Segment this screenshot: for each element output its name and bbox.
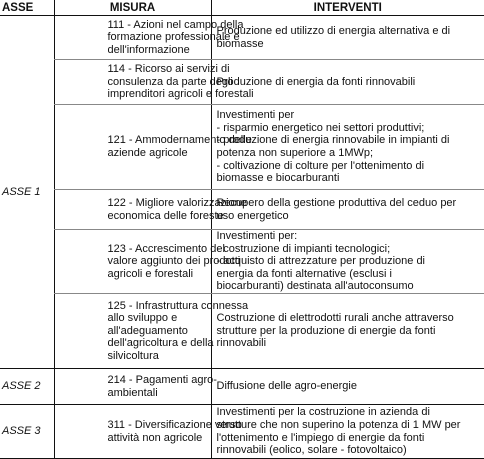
interventi-line: Diffusione delle agro-energie bbox=[216, 380, 357, 393]
misura-line: 121 - Ammodernamento delle bbox=[107, 134, 252, 147]
table-row bbox=[0, 190, 484, 230]
misura-cell bbox=[54, 190, 247, 230]
header-misura: MISURA bbox=[54, 0, 211, 16]
interventi-cell bbox=[211, 405, 484, 459]
table-row bbox=[0, 16, 484, 60]
interventi-line: Costruzione di elettrodotti rurali anche attraverso bbox=[216, 312, 454, 325]
interventi-line: Investimenti per bbox=[216, 109, 295, 122]
interventi-line: Investimenti per la costruzione in azienda di bbox=[216, 406, 430, 419]
misura-line: 123 - Accrescimento del bbox=[107, 242, 225, 255]
interventi-line: strutture per la produzione di energie da fonti bbox=[216, 324, 436, 337]
misura-line: 122 - Migliore valorizzazione bbox=[107, 196, 247, 209]
misura-cell bbox=[54, 405, 242, 459]
interventi-line: biomasse bbox=[216, 37, 264, 50]
interventi-line: Recupero della gestione produttiva del ceduo per bbox=[216, 196, 457, 209]
interventi-line: Produzione ed utilizzo di energia alternativa e di bbox=[216, 24, 451, 37]
misura-cell bbox=[54, 105, 252, 190]
misura-line: 114 - Ricorso ai servizi di bbox=[107, 63, 230, 76]
interventi-line: biomasse e biocarburanti bbox=[216, 172, 340, 185]
misura-cell bbox=[54, 369, 217, 405]
misura-cell bbox=[54, 230, 241, 294]
misura-line: dell'informazione bbox=[107, 43, 190, 56]
header-asse: ASSE bbox=[0, 0, 54, 16]
misura-line: 311 - Diversificazione verso bbox=[107, 418, 242, 431]
interventi-line: rinnovabili bbox=[216, 337, 267, 350]
misura-line: consulenza da parte degli bbox=[107, 75, 233, 88]
table-row bbox=[0, 60, 484, 105]
misura-line: dell'agricoltura e della bbox=[107, 337, 214, 350]
table-row bbox=[0, 369, 484, 405]
interventi-cell bbox=[211, 190, 484, 230]
interventi-line: - risparmio energetico nei settori produttivi; bbox=[216, 121, 425, 134]
interventi-cell bbox=[211, 230, 484, 294]
interventi-line: uso energetico bbox=[216, 209, 289, 222]
misura-line: formazione professionale e bbox=[107, 31, 240, 44]
misura-line: valore aggiunto dei prodotti bbox=[107, 255, 241, 268]
misura-line: 214 - Pagamenti agro- bbox=[107, 373, 217, 386]
misura-line: attività non agricole bbox=[107, 431, 203, 444]
header-row bbox=[0, 0, 484, 16]
misura-line: ambientali bbox=[107, 386, 158, 399]
interventi-line: - acquisto di attrezzature per produzione di bbox=[216, 255, 426, 268]
misura-line: 125 - Infrastruttura connessa bbox=[107, 299, 249, 312]
misura-line: aziende agricole bbox=[107, 147, 188, 159]
interventi-line: l'ottenimento e l'impiego di energie da fonti bbox=[216, 431, 425, 444]
header-interventi: INTERVENTI bbox=[211, 0, 484, 16]
interventi-line: - coltivazione di colture per l'ottenimento di bbox=[216, 159, 425, 172]
asse-cell: ASSE 3 bbox=[0, 405, 54, 459]
interventi-line: rinnovabili (eolico, solare - fotovoltaico) bbox=[216, 444, 407, 457]
interventi-line: energia da fonti alternative (esclusi i bbox=[216, 267, 392, 280]
interventi-line: strutture che non superino la potenza di 1 MW per bbox=[216, 418, 461, 431]
interventi-cell bbox=[211, 16, 484, 60]
interventi-cell bbox=[211, 294, 484, 369]
misura-line: economica delle foreste bbox=[107, 209, 224, 222]
interventi-line: Produzione di energia da fonti rinnovabili bbox=[216, 75, 416, 88]
interventi-cell bbox=[211, 369, 484, 405]
asse-cell: ASSE 2 bbox=[0, 369, 54, 405]
misura-cell bbox=[54, 60, 254, 105]
misura-line: all'adeguamento bbox=[107, 324, 188, 337]
table-row bbox=[0, 405, 484, 459]
misura-line: allo sviluppo e bbox=[107, 312, 178, 325]
misura-line: 111 - Azioni nel campo della bbox=[107, 18, 244, 31]
interventi-line: Investimenti per: bbox=[216, 230, 298, 243]
table-row bbox=[0, 230, 484, 294]
misura-line: silvicoltura bbox=[107, 349, 159, 362]
asse-cell: ASSE 1 bbox=[0, 16, 54, 369]
table-row bbox=[0, 294, 484, 369]
interventi-line: - produzione di energia rinnovabile in impianti di bbox=[216, 134, 450, 147]
misura-line: imprenditori agricoli e forestali bbox=[107, 88, 254, 101]
table-body bbox=[0, 16, 484, 459]
interventi-line: potenza non superiore a 1MWp; bbox=[216, 147, 374, 159]
interventi-cell bbox=[211, 105, 484, 190]
table-row bbox=[0, 105, 484, 190]
interventi-line: biocarburanti) destinata all'autoconsumo bbox=[216, 280, 414, 293]
interventi-line: - costruzione di impianti tecnologici; bbox=[216, 242, 391, 255]
misura-line: agricoli e forestali bbox=[107, 267, 194, 280]
